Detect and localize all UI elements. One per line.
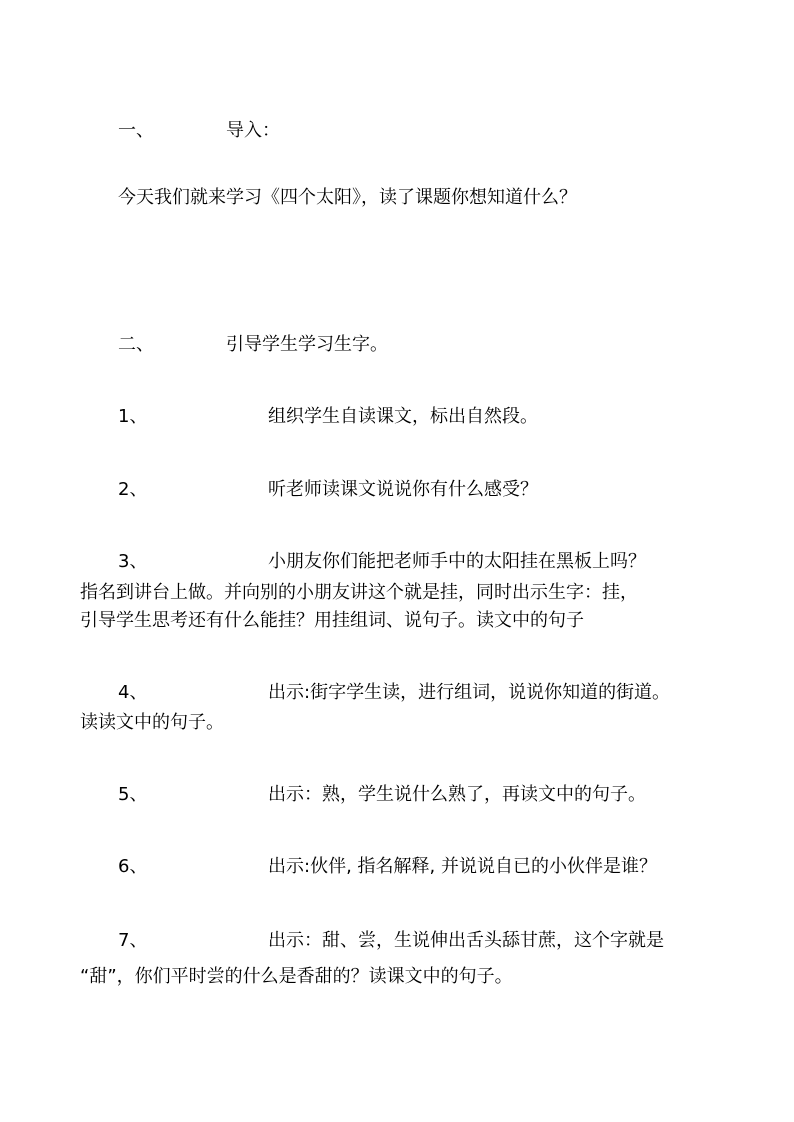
step-2-number: 2、 bbox=[118, 479, 148, 500]
step-1-number: 1、 bbox=[118, 406, 148, 427]
step-4-line-2: 读读文中的句子。 bbox=[80, 712, 224, 733]
section-2-number: 二、 bbox=[118, 334, 154, 355]
step-5-line-1: 出示：熟，学生说什么熟了，再读文中的句子。 bbox=[268, 784, 646, 805]
step-2-line-1: 听老师读课文说说你有什么感受？ bbox=[268, 479, 538, 500]
step-5-number: 5、 bbox=[118, 784, 148, 805]
step-3-line-1: 小朋友你们能把老师手中的太阳挂在黑板上吗？ bbox=[268, 551, 646, 572]
step-4-number: 4、 bbox=[118, 682, 148, 703]
step-7-line-1: 出示：甜、尝，生说伸出舌头舔甘蔗，这个字就是 bbox=[268, 930, 664, 951]
section-1-body: 今天我们就来学习《四个太阳》，读了课题你想知道什么？ bbox=[118, 187, 577, 208]
section-1-number: 一、 bbox=[118, 120, 154, 141]
step-4-line-1: 出示:街字学生读，进行组词，说说你知道的街道。 bbox=[268, 682, 671, 703]
step-3-line-2: 指名到讲台上做。并向别的小朋友讲这个就是挂，同时出示生字：挂， bbox=[80, 582, 638, 603]
step-3-line-3: 引导学生思考还有什么能挂？用挂组词、说句子。读文中的句子 bbox=[80, 610, 584, 631]
section-1-title: 导入： bbox=[226, 120, 280, 141]
section-2-title: 引导学生学习生字。 bbox=[226, 334, 388, 355]
step-3-number: 3、 bbox=[118, 551, 148, 572]
step-1-line-1: 组织学生自读课文，标出自然段。 bbox=[268, 406, 538, 427]
step-7-number: 7、 bbox=[118, 930, 148, 951]
step-7-line-2: “甜”，你们平时尝的什么是香甜的？读课文中的句子。 bbox=[80, 966, 513, 987]
step-6-number: 6、 bbox=[118, 856, 148, 877]
step-6-line-1: 出示:伙伴, 指名解释, 并说说自已的小伙伴是谁？ bbox=[268, 856, 657, 877]
